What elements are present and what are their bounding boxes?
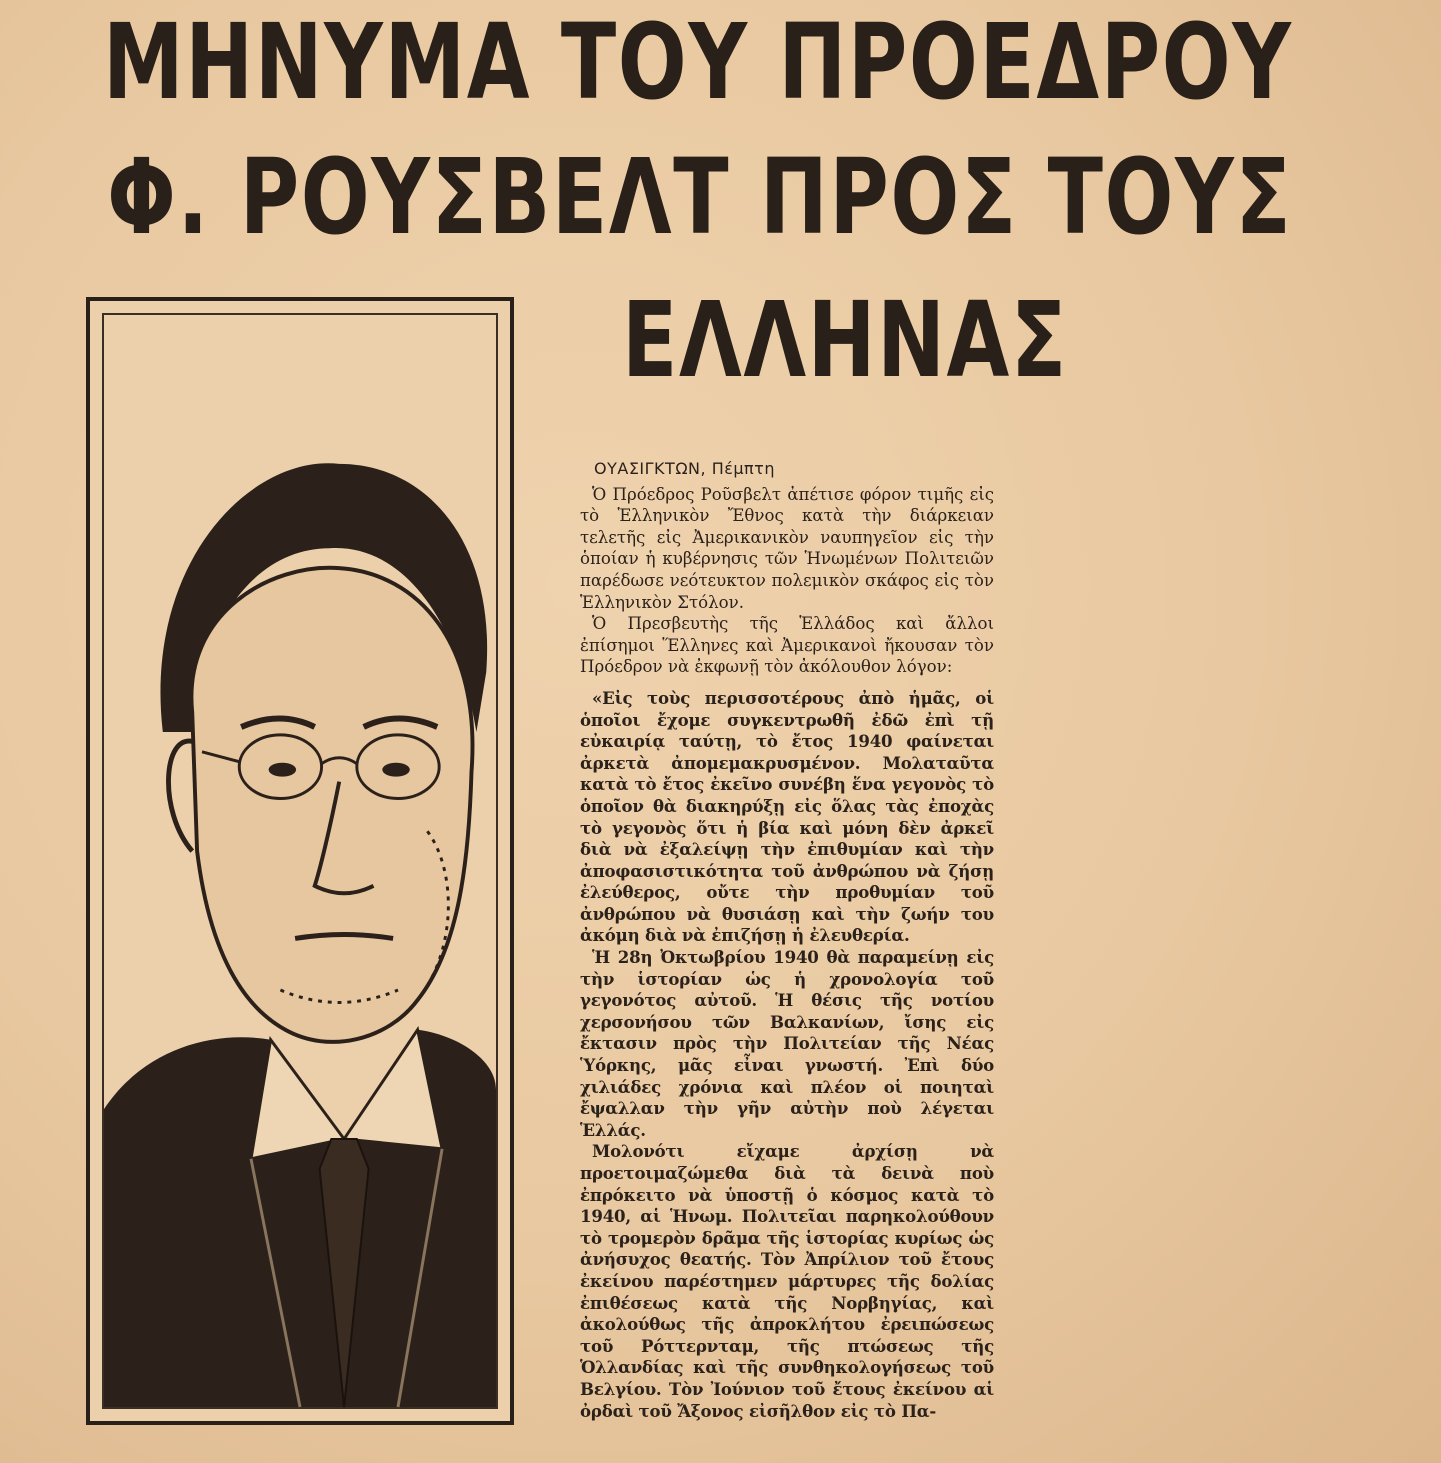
article-paragraph-quote: «Εἰς τοὺς περισσοτέρους ἀπὸ ἡμᾶς, οἱ ὁποῖοι ἔχομε συγκεντρωθῆ ἐδῶ ἐπὶ τῇ εὐκαιρίᾳ ταύτῃ, τὸ ἔτος 1940 φαίνεται ἀρκετὰ ἀπομεμακρυσμένον. Μολαταῦτα κατὰ τὸ ἔτος ἐκεῖνο συνέβη ἕνα γεγονὸς τὸ ὁποῖον θὰ διακηρύξῃ εἰς ὅλας τὰς ἐποχὰς τὸ γεγονὸς ὅτι ἡ βία καὶ μόνη δὲν ἀρκεῖ διὰ νὰ ἐξαλείψῃ τὴν ἐπιθυμίαν καὶ τὴν ἀποφασιστικότητα τοῦ ἀνθρώπου νὰ ζήσῃ ἐλεύθερος, οὔτε τὴν προθυμίαν τοῦ ἀνθρώπου νὰ θυσιάσῃ καὶ τὴν ζωήν του ἀκόμη διὰ νὰ ἐπιζήσῃ ἡ ἐλευθερία. xyxy=(580,687,994,946)
article-paragraph-quote: Ἡ 28η Ὀκτωβρίου 1940 θὰ παραμείνῃ εἰς τὴν ἱστορίαν ὡς ἡ χρονολογία τοῦ γεγονότος αὐτοῦ. Ἡ θέσις τῆς νοτίου χερσονήσου τῶν Βαλκανίων, ἴσης εἰς ἔκτασιν πρὸς τὴν Πολιτείαν τῆς Νέας Ὑόρκης, μᾶς εἶναι γνωστή. Ἐπὶ δύο χιλιάδες χρόνια καὶ πλέον οἱ ποιηταὶ ἔψαλλαν τὴν γῆν αὐτὴν ποὺ λέγεται Ἑλλάς. xyxy=(580,947,994,1140)
headline-line-1: ΜΗΝΥΜΑ ΤΟΥ ΠΡΟΕΔΡΟΥ xyxy=(103,1,1293,123)
portrait-drawing xyxy=(104,315,496,1407)
article-body xyxy=(580,458,994,1422)
article-paragraph: Ὁ Πρεσβευτὴς τῆς Ἑλλάδος καὶ ἄλλοι ἐπίσημοι Ἕλληνες καὶ Ἀμερικανοὶ ἤκουσαν τὸν Πρόεδρον νὰ ἐκφωνῇ τὸν ἀκόλουθον λόγον: xyxy=(580,614,994,677)
portrait-frame xyxy=(86,297,514,1425)
portrait-illustration xyxy=(102,313,498,1409)
article-paragraph-quote: Μολονότι εἴχαμε ἀρχίσῃ νὰ προετοιμαζώμεθα διὰ τὰ δεινὰ ποὺ ἐπρόκειτο νὰ ὑποστῇ ὁ κόσμος κατὰ τὸ 1940, αἱ Ἡνωμ. Πολιτεῖαι παρηκολούθουν τὸ τρομερὸν δρᾶμα τῆς ἱστορίας κυρίως ὡς ἀνήσυχος θεατής. Τὸν Ἀπρίλιον τοῦ ἔτους ἐκείνου παρέστημεν μάρτυρες τῆς δολίας ἐπιθέσεως κατὰ τῆς Νορβηγίας, καὶ ἀκολούθως τῆς ἀπροκλήτου ἐρειπώσεως τοῦ Ρόττερνταμ, τῆς πτώσεως τῆς Ὁλλανδίας καὶ τῆς συνθηκολογήσεως τοῦ Βελγίου. Τὸν Ἰούνιον τοῦ ἔτους ἐκείνου αἱ ὀρδαὶ τοῦ Ἄξονος εἰσῆλθον εἰς τὸ Πα- xyxy=(580,1141,994,1421)
article-paragraph: Ὁ Πρόεδρος Ροῦσβελτ ἀπέτισε φόρον τιμῆς εἰς τὸ Ἑλληνικὸν Ἔθνος κατὰ τὴν διάρκειαν τελετῆς εἰς Ἀμερικανικὸν ναυπηγεῖον εἰς τὴν ὁποίαν ἡ κυβέρνησις τῶν Ἡνωμένων Πολιτειῶν παρέδωσε νεότευκτον πολεμικὸν σκάφος εἰς τὸν Ἑλληνικὸν Στόλον. xyxy=(580,484,994,612)
headline-line-2: Φ. ΡΟΥΣΒΕΛΤ ΠΡΟΣ ΤΟΥΣ xyxy=(107,136,1293,258)
dateline: ΟΥΑΣΙΓΚΤΩΝ, Πέμπτη xyxy=(594,459,775,478)
headline-line-3: ΕΛΛΗΝΑΣ xyxy=(622,279,1068,401)
